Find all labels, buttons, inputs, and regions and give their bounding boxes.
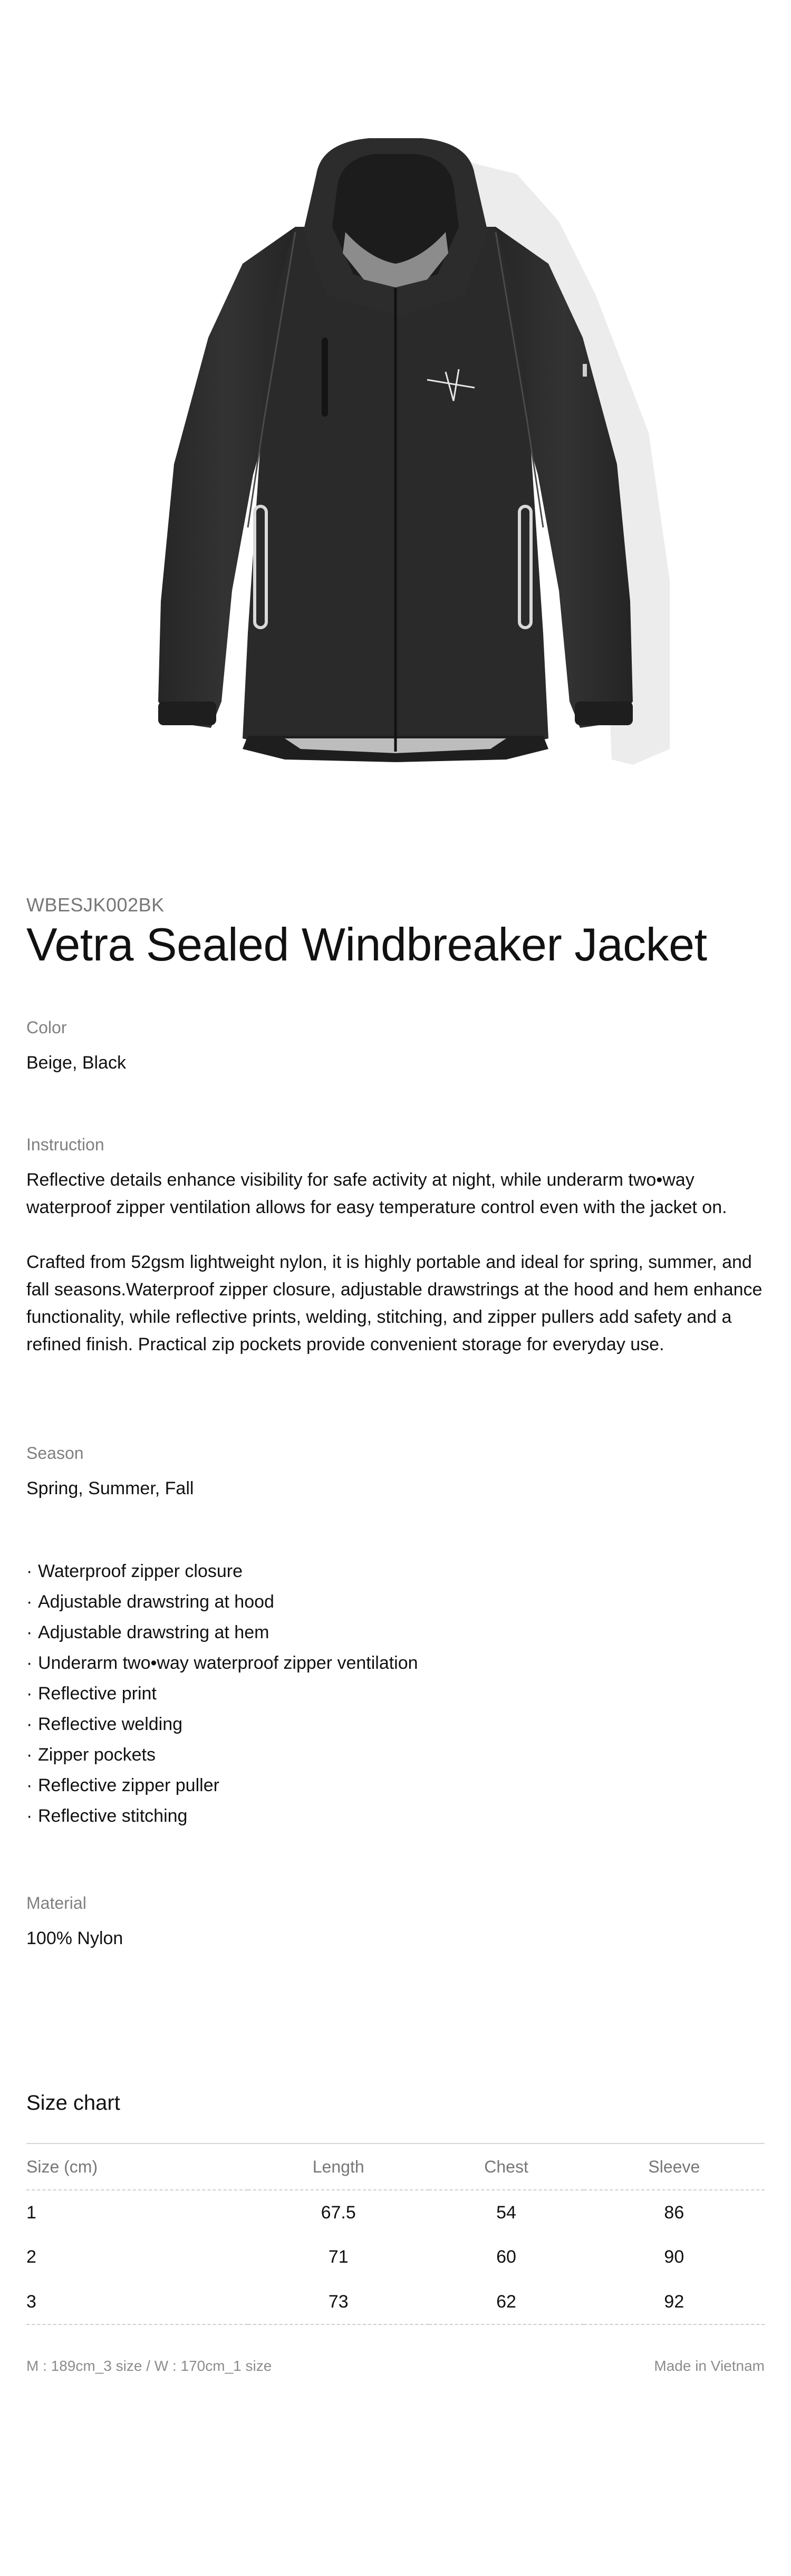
column-header: Sleeve (584, 2144, 765, 2190)
material-label: Material (26, 1893, 86, 1912)
list-item: · Adjustable drawstring at hood (26, 1592, 274, 1612)
season-label: Season (26, 1444, 84, 1463)
list-item: · Waterproof zipper closure (26, 1561, 243, 1581)
material-value: 100% Nylon (26, 1928, 123, 1948)
table-header-row (26, 2144, 765, 2190)
list-item: · Zipper pockets (26, 1745, 156, 1765)
table-row (26, 2190, 765, 2235)
instruction-paragraph: Reflective details enhance visibility for safe activity at night, while underarm two•way waterproof zipper ventilation allows for easy temperature control even with the jacket on. (26, 1170, 727, 1217)
table-cell: 90 (664, 2247, 684, 2267)
list-item: · Reflective stitching (26, 1806, 188, 1826)
list-item: · Underarm two•way waterproof zipper ventilation (26, 1653, 418, 1673)
product-image (0, 0, 791, 844)
table-cell: 71 (328, 2247, 349, 2267)
table-row (26, 2280, 765, 2324)
origin-note: Made in Vietnam (654, 2358, 765, 2374)
table-cell: 62 (429, 2280, 583, 2324)
table-cell: 86 (664, 2202, 684, 2223)
table-cell: 60 (496, 2247, 516, 2267)
color-value: Beige, Black (26, 1053, 126, 1073)
list-item: · Reflective welding (26, 1714, 183, 1734)
table-cell: 2 (26, 2247, 36, 2267)
table-cell: 1 (26, 2202, 36, 2223)
instruction-label: Instruction (26, 1135, 104, 1154)
table-row (26, 2235, 765, 2280)
season-section (26, 1444, 765, 1502)
product-title: Vetra Sealed Windbreaker Jacket (26, 918, 707, 970)
table-cell: 54 (496, 2202, 516, 2223)
column-header: Size (cm) (26, 2144, 248, 2190)
model-size-note: M : 189cm_3 size / W : 170cm_1 size (26, 2358, 272, 2374)
size-chart-table (26, 2143, 765, 2325)
column-header: Length (248, 2144, 429, 2190)
season-value: Spring, Summer, Fall (26, 1478, 194, 1498)
list-item: · Reflective zipper puller (26, 1775, 219, 1795)
jacket-illustration (0, 0, 791, 844)
instruction-paragraph: Crafted from 52gsm lightweight nylon, it is highly portable and ideal for spring, summer, and fall seasons.Waterproof zipper closure, adjustable drawstrings at the hood and hem enhance functionality, while reflective prints, welding, stitching, and zipper pullers add safety and a refined finish. Practical zip pockets provide convenient storage for everyday use. (26, 1252, 763, 1354)
table-cell: 67.5 (321, 2202, 356, 2223)
table-cell: 73 (248, 2280, 429, 2324)
table-cell: 92 (584, 2280, 765, 2324)
list-item: · Adjustable drawstring at hem (26, 1622, 269, 1642)
column-header: Chest (429, 2144, 583, 2190)
size-chart-title: Size chart (26, 2091, 120, 2114)
instruction-section (26, 1135, 765, 1358)
product-sku: WBESJK002BK (26, 894, 165, 916)
color-section (26, 1018, 765, 1076)
feature-list (26, 1556, 765, 1831)
table-cell: 3 (26, 2280, 248, 2324)
list-item: · Reflective print (26, 1684, 157, 1704)
material-section (26, 1893, 765, 1952)
color-label: Color (26, 1018, 67, 1037)
